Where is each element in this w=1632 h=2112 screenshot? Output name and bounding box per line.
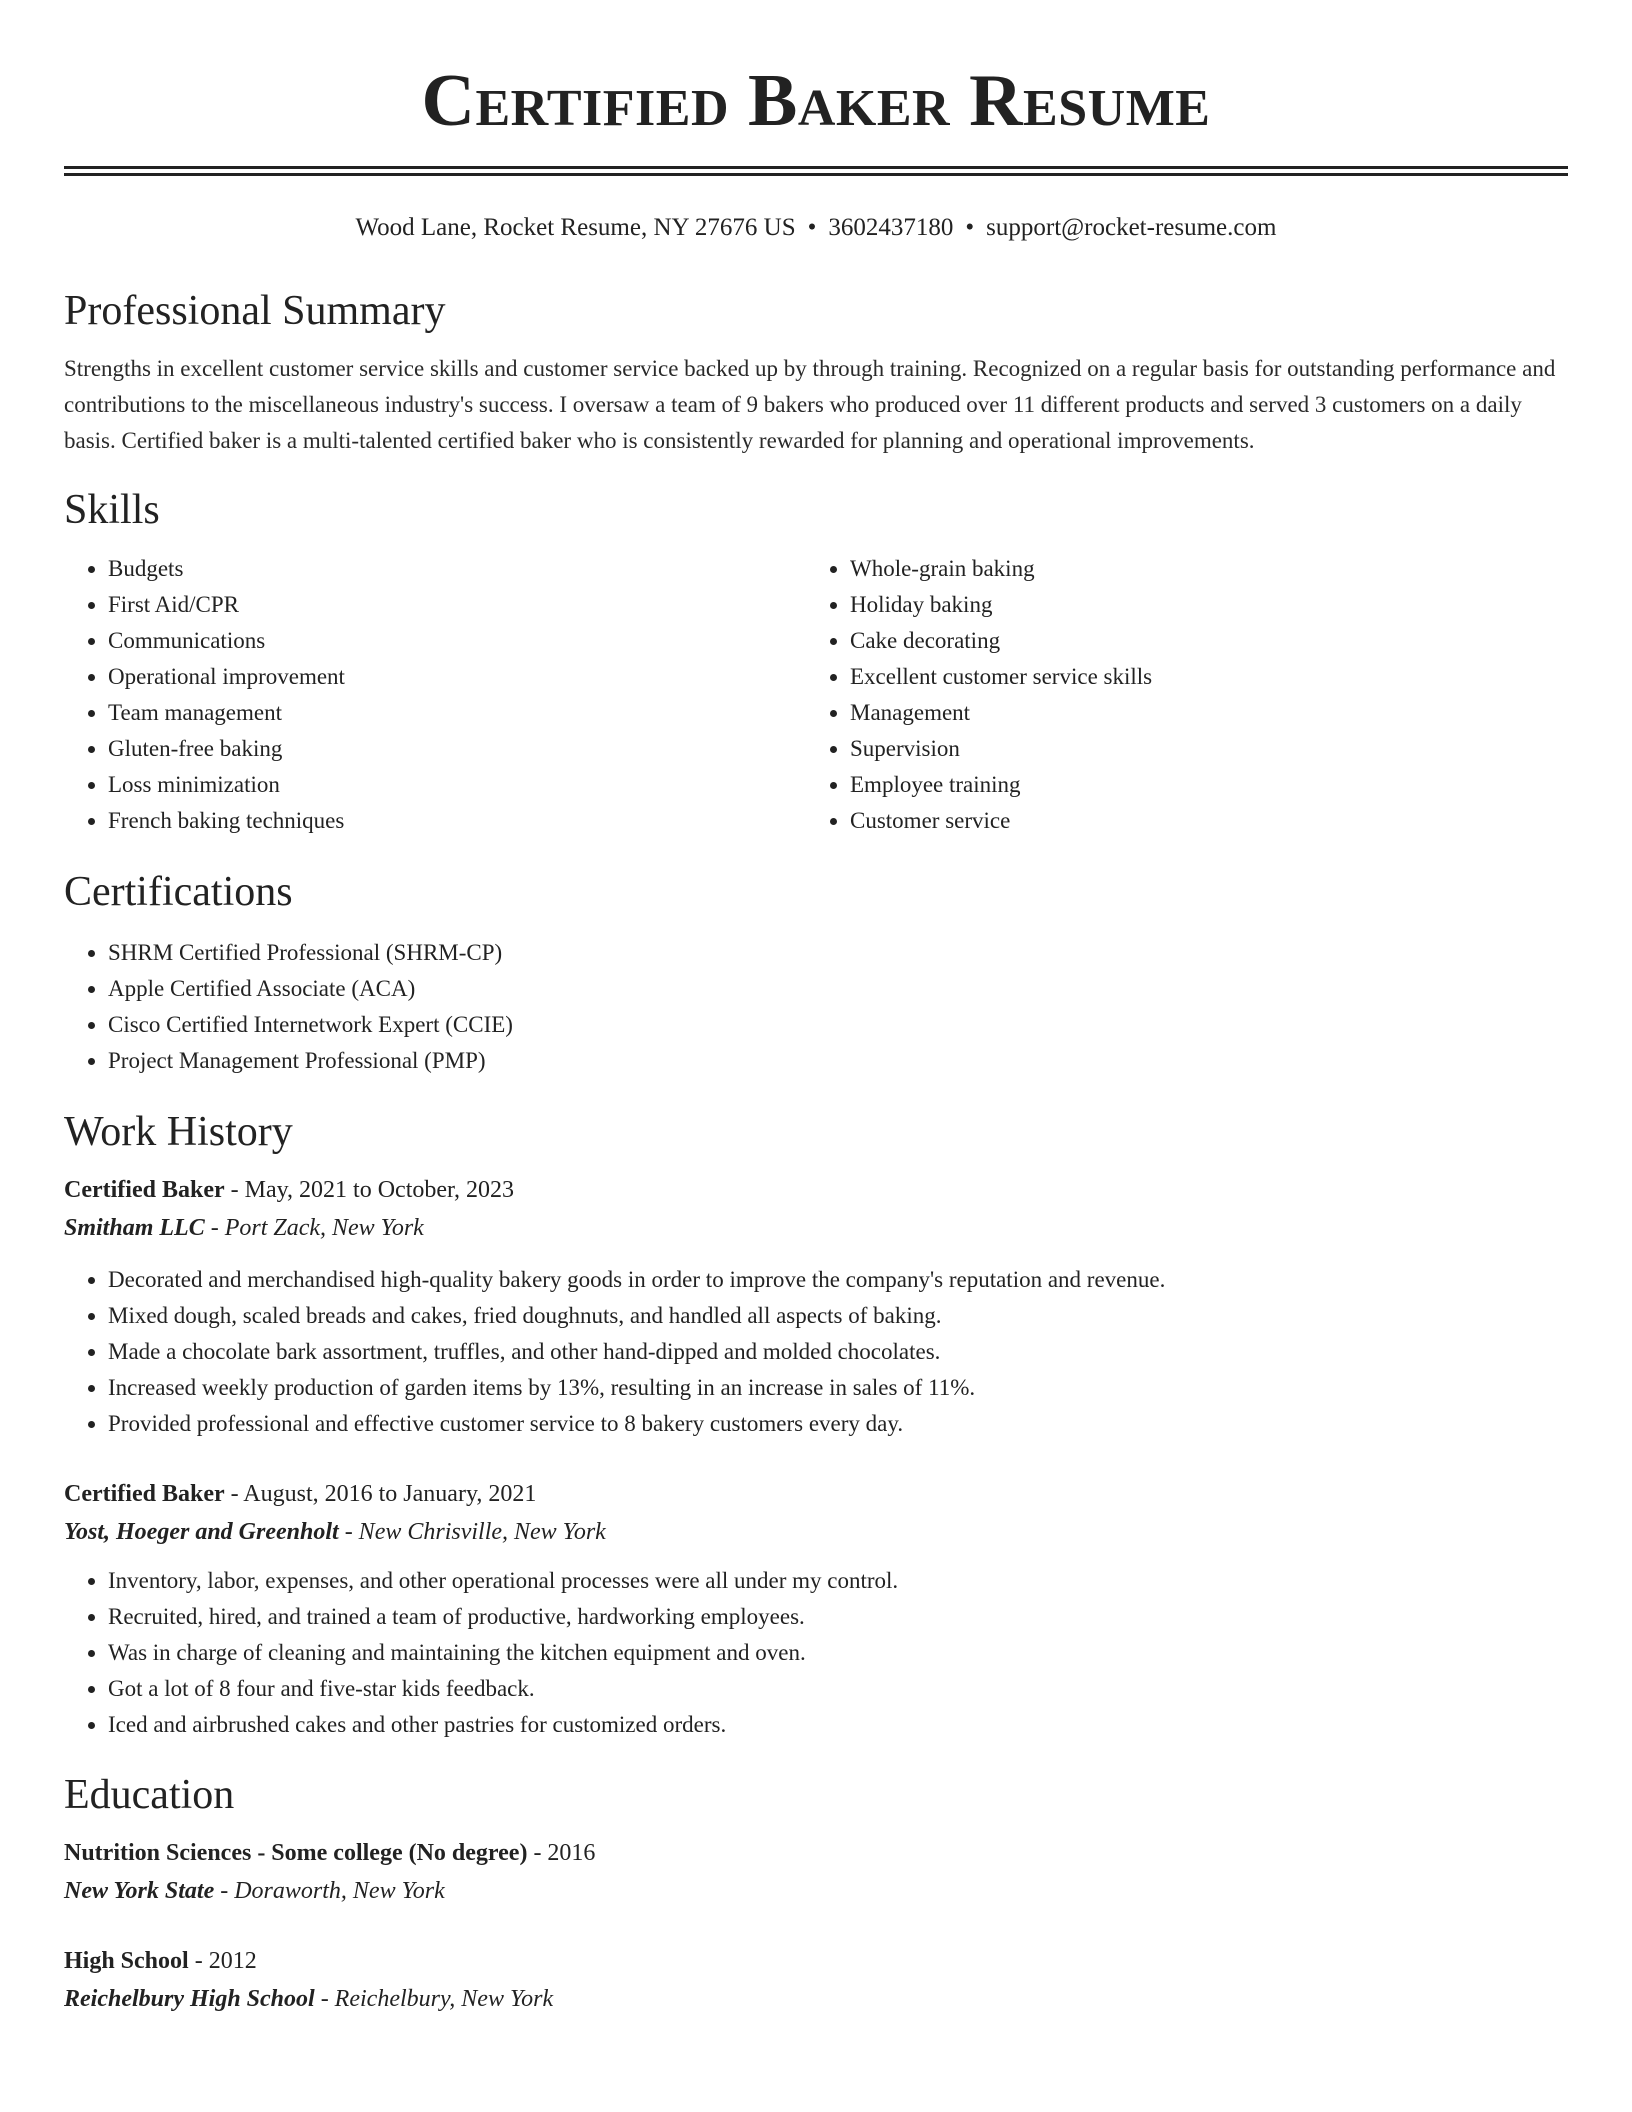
skill-item: • Budgets [108,551,806,587]
contact-separator: • [965,214,975,241]
job-bullet: • Got a lot of 8 four and five-star kids feedback. [108,1671,1568,1707]
skill-item: • French baking techniques [108,803,806,839]
skill-item: • Holiday baking [850,587,1548,623]
resume-title: Certified Baker Resume [421,60,1211,142]
education-degree-line [64,1834,1568,1872]
job-dates: - August, 2016 to January, 2021 [224,1480,537,1507]
education-year: - 2016 [527,1839,596,1866]
certification-item: • Cisco Certified Internetwork Expert (CCIE) [108,1007,1568,1043]
job-bullet: • Made a chocolate bark assortment, truffles, and other hand-dipped and molded chocolates. [108,1334,1568,1370]
education-school-line [64,1872,1568,1910]
education-degree: Nutrition Sciences - Some college (No degree) [64,1839,528,1866]
job-bullet: • Increased weekly production of garden items by 13%, resulting in an increase in sales of 11%. [108,1370,1568,1406]
job-bullets [64,1262,1568,1442]
job-bullets [64,1563,1568,1743]
work-history-heading: Work History [64,1108,293,1155]
skill-item: • Employee training [850,767,1548,803]
skill-item: • Operational improvement [108,659,806,695]
skills-column-left [64,551,806,839]
job-bullet: • Inventory, labor, expenses, and other operational processes were all under my control. [108,1563,1568,1599]
skill-item: • Gluten-free baking [108,731,806,767]
skill-item: • Excellent customer service skills [850,659,1548,695]
job-title: Certified Baker [64,1480,225,1507]
certifications-list [64,935,1568,1079]
summary-heading: Professional Summary [64,288,446,334]
education-location: - Doraworth, New York [214,1877,445,1904]
job-location: - Port Zack, New York [204,1214,424,1241]
job-bullet: • Provided professional and effective customer service to 8 bakery customers every day. [108,1406,1568,1442]
job-bullet: • Was in charge of cleaning and maintaining the kitchen equipment and oven. [108,1635,1568,1671]
education-degree-line [64,1942,1568,1980]
skills-list [64,551,1568,839]
education-year: - 2012 [188,1947,257,1974]
skills-column-right [806,551,1548,839]
job-company-line [64,1209,1568,1247]
skill-item: • First Aid/CPR [108,587,806,623]
skill-item: • Customer service [850,803,1548,839]
education-school: New York State [64,1877,215,1904]
job-entry [64,1171,1568,1442]
skill-item: • Whole-grain baking [850,551,1548,587]
skill-item: • Management [850,695,1548,731]
skill-item: • Cake decorating [850,623,1548,659]
job-bullet: • Decorated and merchandised high-quality bakery goods in order to improve the company's reputation and revenue. [108,1262,1568,1298]
education-entry [64,1834,1568,1910]
contact-phone: 3602437180 [828,214,954,241]
education-school: Reichelbury High School [64,1985,315,2012]
job-bullet: • Iced and airbrushed cakes and other pastries for customized orders. [108,1707,1568,1743]
job-company-line [64,1513,1568,1551]
certification-item: • Project Management Professional (PMP) [108,1043,1568,1079]
education-entry [64,1942,1568,2018]
certification-item: • Apple Certified Associate (ACA) [108,971,1568,1007]
job-bullet: • Mixed dough, scaled breads and cakes, fried doughnuts, and handled all aspects of baking. [108,1298,1568,1334]
skills-heading: Skills [64,487,160,534]
contact-email: support@rocket-resume.com [986,214,1277,241]
job-title: Certified Baker [64,1176,225,1203]
contact-address: Wood Lane, Rocket Resume, NY 27676 US [355,214,796,241]
education-degree: High School [64,1947,189,1974]
job-dates: - May, 2021 to October, 2023 [224,1176,515,1203]
summary-text: Strengths in excellent customer service skills and customer service backed up by through training. Recognized on a regular basis for outstanding performance and contributions to the miscellaneous industry's success. I oversaw a team of 9 bakers who produced over 11 different products and served 3 customers on a daily basis. Certified baker is a multi-talented certified baker who is consistently rewarded for planning and operational improvements. [64,356,1556,454]
skill-item: • Supervision [850,731,1548,767]
skill-item: • Loss minimization [108,767,806,803]
title-divider [64,166,1568,176]
education-school-line [64,1980,1568,2018]
job-location: - New Chrisville, New York [338,1518,606,1545]
skill-item: • Communications [108,623,806,659]
job-company: Yost, Hoeger and Greenholt [64,1518,339,1545]
certification-item: • SHRM Certified Professional (SHRM-CP) [108,935,1568,971]
education-heading: Education [64,1771,235,1818]
job-company: Smitham LLC [64,1214,205,1241]
skill-item: • Team management [108,695,806,731]
job-title-line [64,1171,1568,1209]
contact-line [64,212,1568,244]
job-bullet: • Recruited, hired, and trained a team of productive, hardworking employees. [108,1599,1568,1635]
job-entry [64,1475,1568,1743]
contact-separator: • [807,214,817,241]
job-title-line [64,1475,1568,1513]
education-location: - Reichelbury, New York [314,1985,554,2012]
certifications-heading: Certifications [64,869,293,916]
